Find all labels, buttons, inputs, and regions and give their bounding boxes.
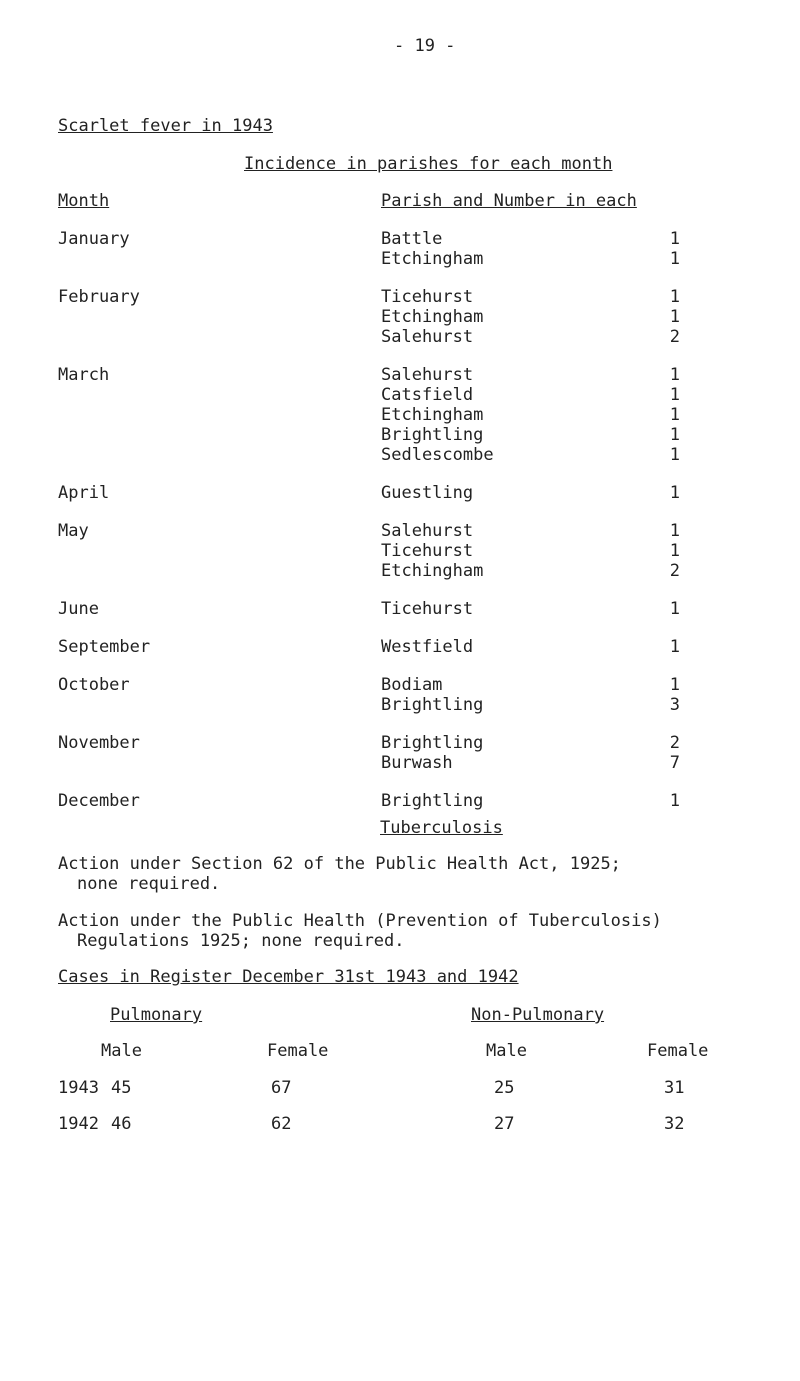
month-label: November <box>58 733 140 753</box>
cases-row-1943-non-pulmonary-female: 31 <box>664 1078 685 1098</box>
column-header-parish: Parish and Number in each <box>381 191 637 211</box>
case-count: 1 <box>669 287 680 307</box>
parish-name: Sedlescombe <box>381 445 494 465</box>
case-count: 7 <box>669 753 680 773</box>
case-count: 1 <box>669 791 680 811</box>
parish-name: Ticehurst <box>381 541 474 561</box>
month-label: February <box>58 287 140 307</box>
parish-name: Etchingham <box>381 561 484 581</box>
parish-name: Westfield <box>381 637 474 657</box>
parish-name: Guestling <box>381 483 474 503</box>
cases-row-1942-pulmonary-female: 62 <box>271 1114 292 1134</box>
parish-name: Brightling <box>381 425 484 445</box>
tb-paragraph-1-line-2: none required. <box>77 874 221 894</box>
tb-paragraph-2-line-1: Action under the Public Health (Prevention of Tuberculosis) <box>58 911 662 931</box>
month-label: April <box>58 483 110 503</box>
sub-header-pulmonary-female: Female <box>267 1041 329 1061</box>
parish-name: Ticehurst <box>381 599 474 619</box>
parish-name: Burwash <box>381 753 453 773</box>
page-number: - 19 - <box>394 36 456 56</box>
month-label: June <box>58 599 99 619</box>
parish-name: Salehurst <box>381 521 474 541</box>
case-count: 2 <box>669 327 680 347</box>
parish-name: Brightling <box>381 733 484 753</box>
case-count: 1 <box>669 483 680 503</box>
case-count: 1 <box>669 637 680 657</box>
parish-name: Salehurst <box>381 327 474 347</box>
case-count: 1 <box>669 445 680 465</box>
section-title-tuberculosis: Tuberculosis <box>380 818 503 838</box>
section-title-scarlet-fever: Scarlet fever in 1943 <box>58 116 273 136</box>
case-count: 1 <box>669 385 680 405</box>
parish-name: Etchingham <box>381 249 484 269</box>
case-count: 1 <box>669 365 680 385</box>
case-count: 2 <box>669 733 680 753</box>
parish-name: Salehurst <box>381 365 474 385</box>
sub-header-pulmonary-male: Male <box>101 1041 142 1061</box>
parish-name: Catsfield <box>381 385 474 405</box>
cases-row-1942-non-pulmonary-female: 32 <box>664 1114 685 1134</box>
group-header-non-pulmonary: Non-Pulmonary <box>471 1005 605 1025</box>
parish-name: Brightling <box>381 695 484 715</box>
month-label: May <box>58 521 89 541</box>
sub-header-non-pulmonary-female: Female <box>647 1041 709 1061</box>
case-count: 1 <box>669 405 680 425</box>
sub-header-non-pulmonary-male: Male <box>486 1041 527 1061</box>
month-label: January <box>58 229 130 249</box>
column-header-month: Month <box>58 191 110 211</box>
case-count: 1 <box>669 675 680 695</box>
case-count: 3 <box>669 695 680 715</box>
cases-row-1942-non-pulmonary-male: 27 <box>494 1114 515 1134</box>
case-count: 1 <box>669 425 680 445</box>
case-count: 1 <box>669 521 680 541</box>
cases-row-1942-year: 1942 <box>58 1114 99 1134</box>
case-count: 1 <box>669 307 680 327</box>
parish-name: Battle <box>381 229 443 249</box>
cases-row-1943-pulmonary-female: 67 <box>271 1078 292 1098</box>
parish-name: Brightling <box>381 791 484 811</box>
month-label: October <box>58 675 130 695</box>
cases-row-1943-pulmonary-male: 45 <box>111 1078 132 1098</box>
case-count: 1 <box>669 541 680 561</box>
cases-row-1943-non-pulmonary-male: 25 <box>494 1078 515 1098</box>
parish-name: Ticehurst <box>381 287 474 307</box>
cases-register-heading: Cases in Register December 31st 1943 and 1942 <box>58 967 519 987</box>
case-count: 1 <box>669 229 680 249</box>
month-label: December <box>58 791 140 811</box>
case-count: 1 <box>669 599 680 619</box>
cases-row-1943-year: 1943 <box>58 1078 99 1098</box>
group-header-pulmonary: Pulmonary <box>110 1005 203 1025</box>
tb-paragraph-1-line-1: Action under Section 62 of the Public Health Act, 1925; <box>58 854 621 874</box>
cases-row-1942-pulmonary-male: 46 <box>111 1114 132 1134</box>
case-count: 1 <box>669 249 680 269</box>
parish-name: Etchingham <box>381 307 484 327</box>
parish-name: Etchingham <box>381 405 484 425</box>
section-subtitle-incidence: Incidence in parishes for each month <box>244 154 613 174</box>
month-label: March <box>58 365 110 385</box>
case-count: 2 <box>669 561 680 581</box>
month-label: September <box>58 637 151 657</box>
tb-paragraph-2-line-2: Regulations 1925; none required. <box>77 931 405 951</box>
parish-name: Bodiam <box>381 675 443 695</box>
